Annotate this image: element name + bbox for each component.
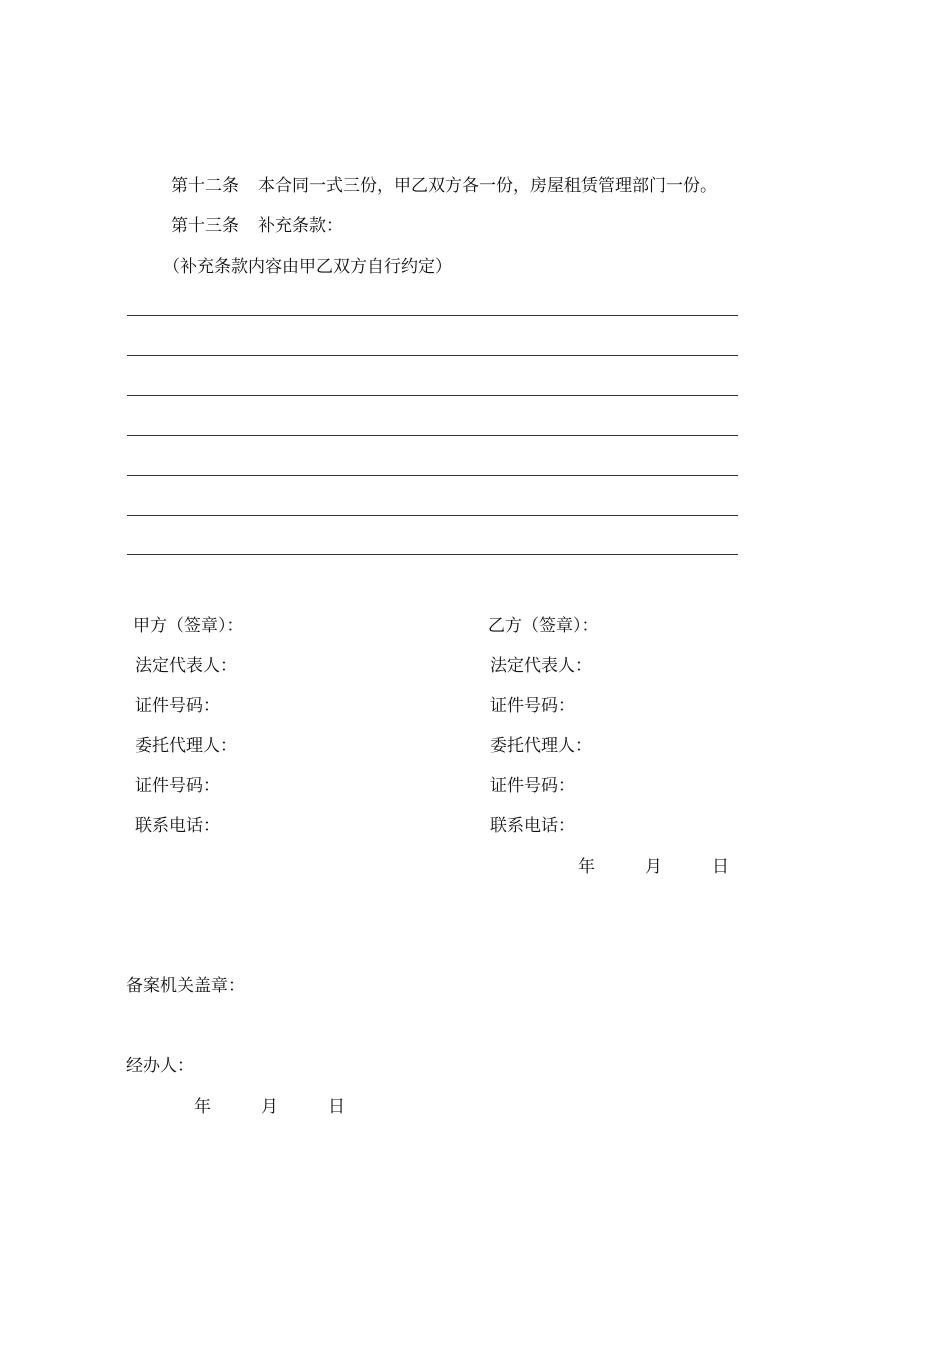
article12-text: 本合同一式三份，甲乙双方各一份，房屋租赁管理部门一份。 [258,176,717,196]
filing-date-month: 月 [261,1097,278,1117]
party-b-agent-label: 委托代理人： [490,736,592,756]
article12-number: 第十二条 [171,176,239,196]
supplement-line [127,435,738,436]
article13-text: 补充条款： [258,216,343,236]
supplement-line [127,355,738,356]
filing-date-day: 日 [328,1097,345,1117]
article13-number: 第十三条 [171,216,239,236]
sign-date-month: 月 [645,857,662,877]
party-a-agent-label: 委托代理人： [135,736,237,756]
supplement-note: （补充条款内容由甲乙双方自行约定） [163,257,452,277]
party-a-legal-rep-label: 法定代表人： [135,656,237,676]
party-b-phone-label: 联系电话： [490,816,575,836]
party-b-id-label: 证件号码： [490,696,575,716]
filing-seal-label: 备案机关盖章： [126,976,245,996]
supplement-line [127,515,738,516]
filing-handler-label: 经办人： [126,1056,194,1076]
filing-date-year: 年 [194,1097,211,1117]
party-b-legal-rep-label: 法定代表人： [490,656,592,676]
party-b-agent-id-label: 证件号码： [490,776,575,796]
supplement-line [127,475,738,476]
party-a-id-label: 证件号码： [135,696,220,716]
party-a-agent-id-label: 证件号码： [135,776,220,796]
sign-date-year: 年 [578,857,595,877]
supplement-line [127,315,738,316]
party-a-seal-label: 甲方（签章）： [133,616,244,636]
party-b-seal-label: 乙方（签章）： [488,616,599,636]
party-a-phone-label: 联系电话： [135,816,220,836]
supplement-line [127,554,738,555]
sign-date-day: 日 [712,857,729,877]
supplement-line [127,395,738,396]
